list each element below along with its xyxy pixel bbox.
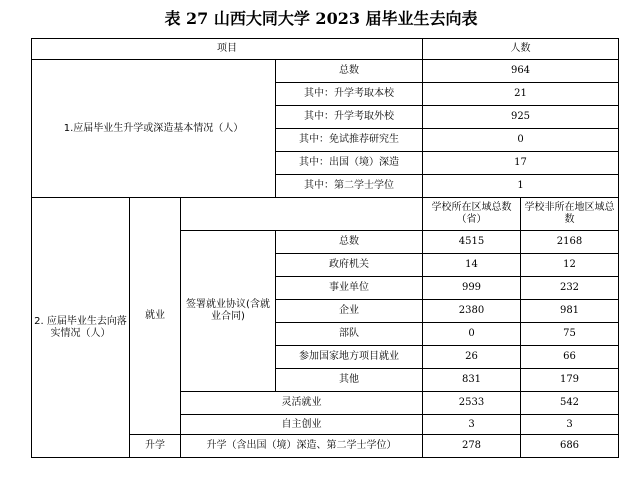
section2-label: 2. 应届毕业生去向落实情况（人） xyxy=(32,198,130,458)
header-item: 项目 xyxy=(32,39,423,60)
row-value: 17 xyxy=(423,152,619,175)
value-in: 0 xyxy=(423,323,521,346)
row-label: 事业单位 xyxy=(276,277,423,300)
value-in: 3 xyxy=(423,415,521,435)
value-out: 179 xyxy=(521,369,619,392)
row-label: 部队 xyxy=(276,323,423,346)
value-in: 999 xyxy=(423,277,521,300)
row-value: 0 xyxy=(423,129,619,152)
row-label: 其中：第二学士学位 xyxy=(276,175,423,198)
value-in: 14 xyxy=(423,254,521,277)
employment-label: 就业 xyxy=(130,198,181,435)
value-out: 981 xyxy=(521,300,619,323)
header-count: 人数 xyxy=(423,39,619,60)
section1-label: 1.应届毕业生升学或深造基本情况（人） xyxy=(32,60,276,198)
value-out: 75 xyxy=(521,323,619,346)
row-label: 其他 xyxy=(276,369,423,392)
row-label: 企业 xyxy=(276,300,423,323)
value-out: 66 xyxy=(521,346,619,369)
further-group-label: 升学 xyxy=(130,435,181,458)
value-out: 542 xyxy=(521,392,619,415)
row-label: 其中：出国（境）深造 xyxy=(276,152,423,175)
row-value: 21 xyxy=(423,83,619,106)
row-label: 参加国家地方项目就业 xyxy=(276,346,423,369)
value-in: 278 xyxy=(423,435,521,458)
value-out: 686 xyxy=(521,435,619,458)
value-in: 4515 xyxy=(423,231,521,254)
value-out: 3 xyxy=(521,415,619,435)
row-label: 其中：免试推荐研究生 xyxy=(276,129,423,152)
value-out: 232 xyxy=(521,277,619,300)
table-row xyxy=(32,198,619,231)
row-value: 925 xyxy=(423,106,619,129)
value-in: 26 xyxy=(423,346,521,369)
graduate-destination-table xyxy=(31,38,619,458)
value-in: 2533 xyxy=(423,392,521,415)
blank-header-cell xyxy=(181,198,423,231)
table-row xyxy=(32,60,619,83)
row-label: 政府机关 xyxy=(276,254,423,277)
col-header-in: 学校所在区域总数（省） xyxy=(423,198,521,231)
value-in: 2380 xyxy=(423,300,521,323)
value-in: 831 xyxy=(423,369,521,392)
row-label: 总数 xyxy=(276,60,423,83)
row-label: 自主创业 xyxy=(181,415,423,435)
row-value: 1 xyxy=(423,175,619,198)
col-header-out: 学校非所在地区域总数 xyxy=(521,198,619,231)
row-label: 升学（含出国（境）深造、第二学士学位） xyxy=(181,435,423,458)
value-out: 12 xyxy=(521,254,619,277)
table-title: 表 27 山西大同大学 2023 届毕业生去向表 xyxy=(164,9,478,28)
row-label: 总数 xyxy=(276,231,423,254)
row-label: 其中：升学考取本校 xyxy=(276,83,423,106)
row-value: 964 xyxy=(423,60,619,83)
value-out: 2168 xyxy=(521,231,619,254)
row-label: 灵活就业 xyxy=(181,392,423,415)
row-label: 其中：升学考取外校 xyxy=(276,106,423,129)
header-row xyxy=(32,39,619,60)
contract-label: 签署就业协议(含就业合同) xyxy=(181,231,276,392)
